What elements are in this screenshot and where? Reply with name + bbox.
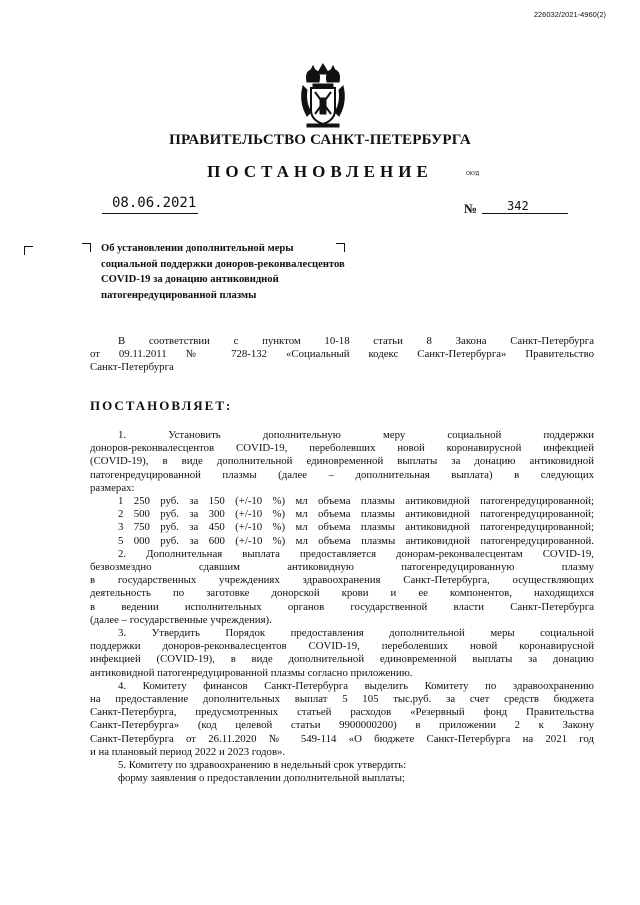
body-line: деятельность по заготовке донорской крови и ее компонентов, находящихся bbox=[90, 587, 594, 600]
preamble-line: В соответствии с пунктом 10-18 статьи 8 Закона Санкт-Петербурга bbox=[118, 335, 594, 347]
document-date: 08.06.2021 bbox=[112, 195, 197, 211]
document-type: ПОСТАНОВЛЕНИЕ bbox=[207, 162, 433, 181]
preamble-line: от 09.11.2011 № 728-132 «Социальный кодекс Санкт-Петербурга» Правительство bbox=[90, 348, 594, 361]
body-line: на предоставление дополнительных выплат 5 105 тыс.руб. за счет средств бюджета bbox=[90, 693, 594, 706]
title-line: Об установлении дополнительной меры bbox=[101, 243, 294, 254]
number-underline bbox=[482, 213, 568, 214]
resolution-body bbox=[90, 429, 594, 785]
government-name: ПРАВИТЕЛЬСТВО САНКТ-ПЕТЕРБУРГА bbox=[169, 132, 471, 148]
spb-coat-of-arms bbox=[297, 62, 349, 130]
document-title bbox=[101, 241, 381, 303]
body-line: в государственных учреждениях здравоохранения Санкт-Петербурга, осуществляющих bbox=[90, 574, 594, 587]
body-line: патогенредуцированной плазмы (далее – дополнительная выплата) в следующих bbox=[90, 468, 594, 481]
body-line: (COVID-19), в виде дополнительной единовременной выплаты за донацию антиковидной bbox=[90, 455, 594, 468]
body-line: форму заявления о предоставлении дополнительной выплаты; bbox=[118, 772, 405, 785]
body-line: 2. Дополнительная выплата предоставляется донорам-реконвалесцентам COVID-19, bbox=[118, 547, 594, 560]
corner-mark-left bbox=[24, 246, 33, 255]
body-line: и на плановый период 2022 и 2023 годов». bbox=[90, 745, 286, 758]
body-line: поддержки доноров-реконвалесцентов COVID-19, переболевших новой коронавирусной bbox=[90, 640, 594, 653]
title-line: COVID-19 за донацию антиковидной bbox=[101, 274, 279, 285]
okud-label: ОКУД bbox=[466, 171, 480, 177]
body-line: 4. Комитету финансов Санкт-Петербурга выделить Комитету по здравоохранению bbox=[118, 679, 594, 692]
body-line: безвозмездно сдавшим антиковидную патогенредуцированную плазму bbox=[90, 561, 594, 574]
body-line: 2 500 руб. за 300 (+/-10 %) мл объема плазмы антиковидной патогенредуцированной; bbox=[118, 508, 594, 521]
number-label: № bbox=[464, 201, 478, 216]
title-line: социальной поддержки доноров-реконвалесцентов bbox=[101, 258, 345, 270]
body-line: 3. Утвердить Порядок предоставления дополнительной меры социальной bbox=[118, 627, 594, 640]
title-line: патогенредуцированной плазмы bbox=[101, 289, 257, 301]
body-line: Санкт-Петербурга от 26.11.2020 № 549-114 «О бюджете Санкт-Петербурга на 2021 год bbox=[90, 732, 594, 745]
body-line: Санкт-Петербурга» (код целевой статьи 9900000200) в приложении 2 к Закону bbox=[90, 719, 594, 732]
body-line: (далее – государственные учреждения). bbox=[90, 613, 272, 626]
body-line: 5. Комитету по здравоохранению в недельный срок утвердить: bbox=[118, 759, 407, 772]
body-line: инфекцией (COVID-19), в виде дополнительной единовременной выплаты за донацию bbox=[90, 653, 594, 666]
body-line: 1 250 руб. за 150 (+/-10 %) мл объема плазмы антиковидной патогенредуцированной; bbox=[118, 495, 594, 508]
resolves-heading: ПОСТАНОВЛЯЕТ: bbox=[90, 398, 233, 413]
body-line: в ведении исполнительных органов государственной власти Санкт-Петербурга bbox=[90, 600, 594, 613]
body-line: доноров-реконвалесцентов COVID-19, переболевших новой коронавирусной инфекцией bbox=[90, 442, 594, 455]
body-line: антиковидной патогенредуцированной плазмы согласно приложению. bbox=[90, 666, 413, 679]
body-line: 3 750 руб. за 450 (+/-10 %) мл объема плазмы антиковидной патогенредуцированной; bbox=[118, 521, 594, 534]
body-line: 1. Установить дополнительную меру социальной поддержки bbox=[118, 429, 594, 441]
preamble-line: Санкт-Петербурга bbox=[90, 361, 174, 374]
body-line: 5 000 руб. за 600 (+/-10 %) мл объема плазмы антиковидной патогенредуцированной. bbox=[118, 534, 594, 547]
body-line: размерах: bbox=[90, 481, 135, 494]
corner-mark-title-left bbox=[82, 243, 91, 252]
document-number-value: 342 bbox=[507, 199, 529, 213]
preamble bbox=[90, 335, 594, 375]
document-number: 226032/2021-4960(2) bbox=[533, 10, 606, 19]
date-underline bbox=[102, 213, 198, 214]
body-line: Санкт-Петербурга, предусмотренных статьей расходов «Резервный фонд Правительства bbox=[90, 706, 594, 719]
